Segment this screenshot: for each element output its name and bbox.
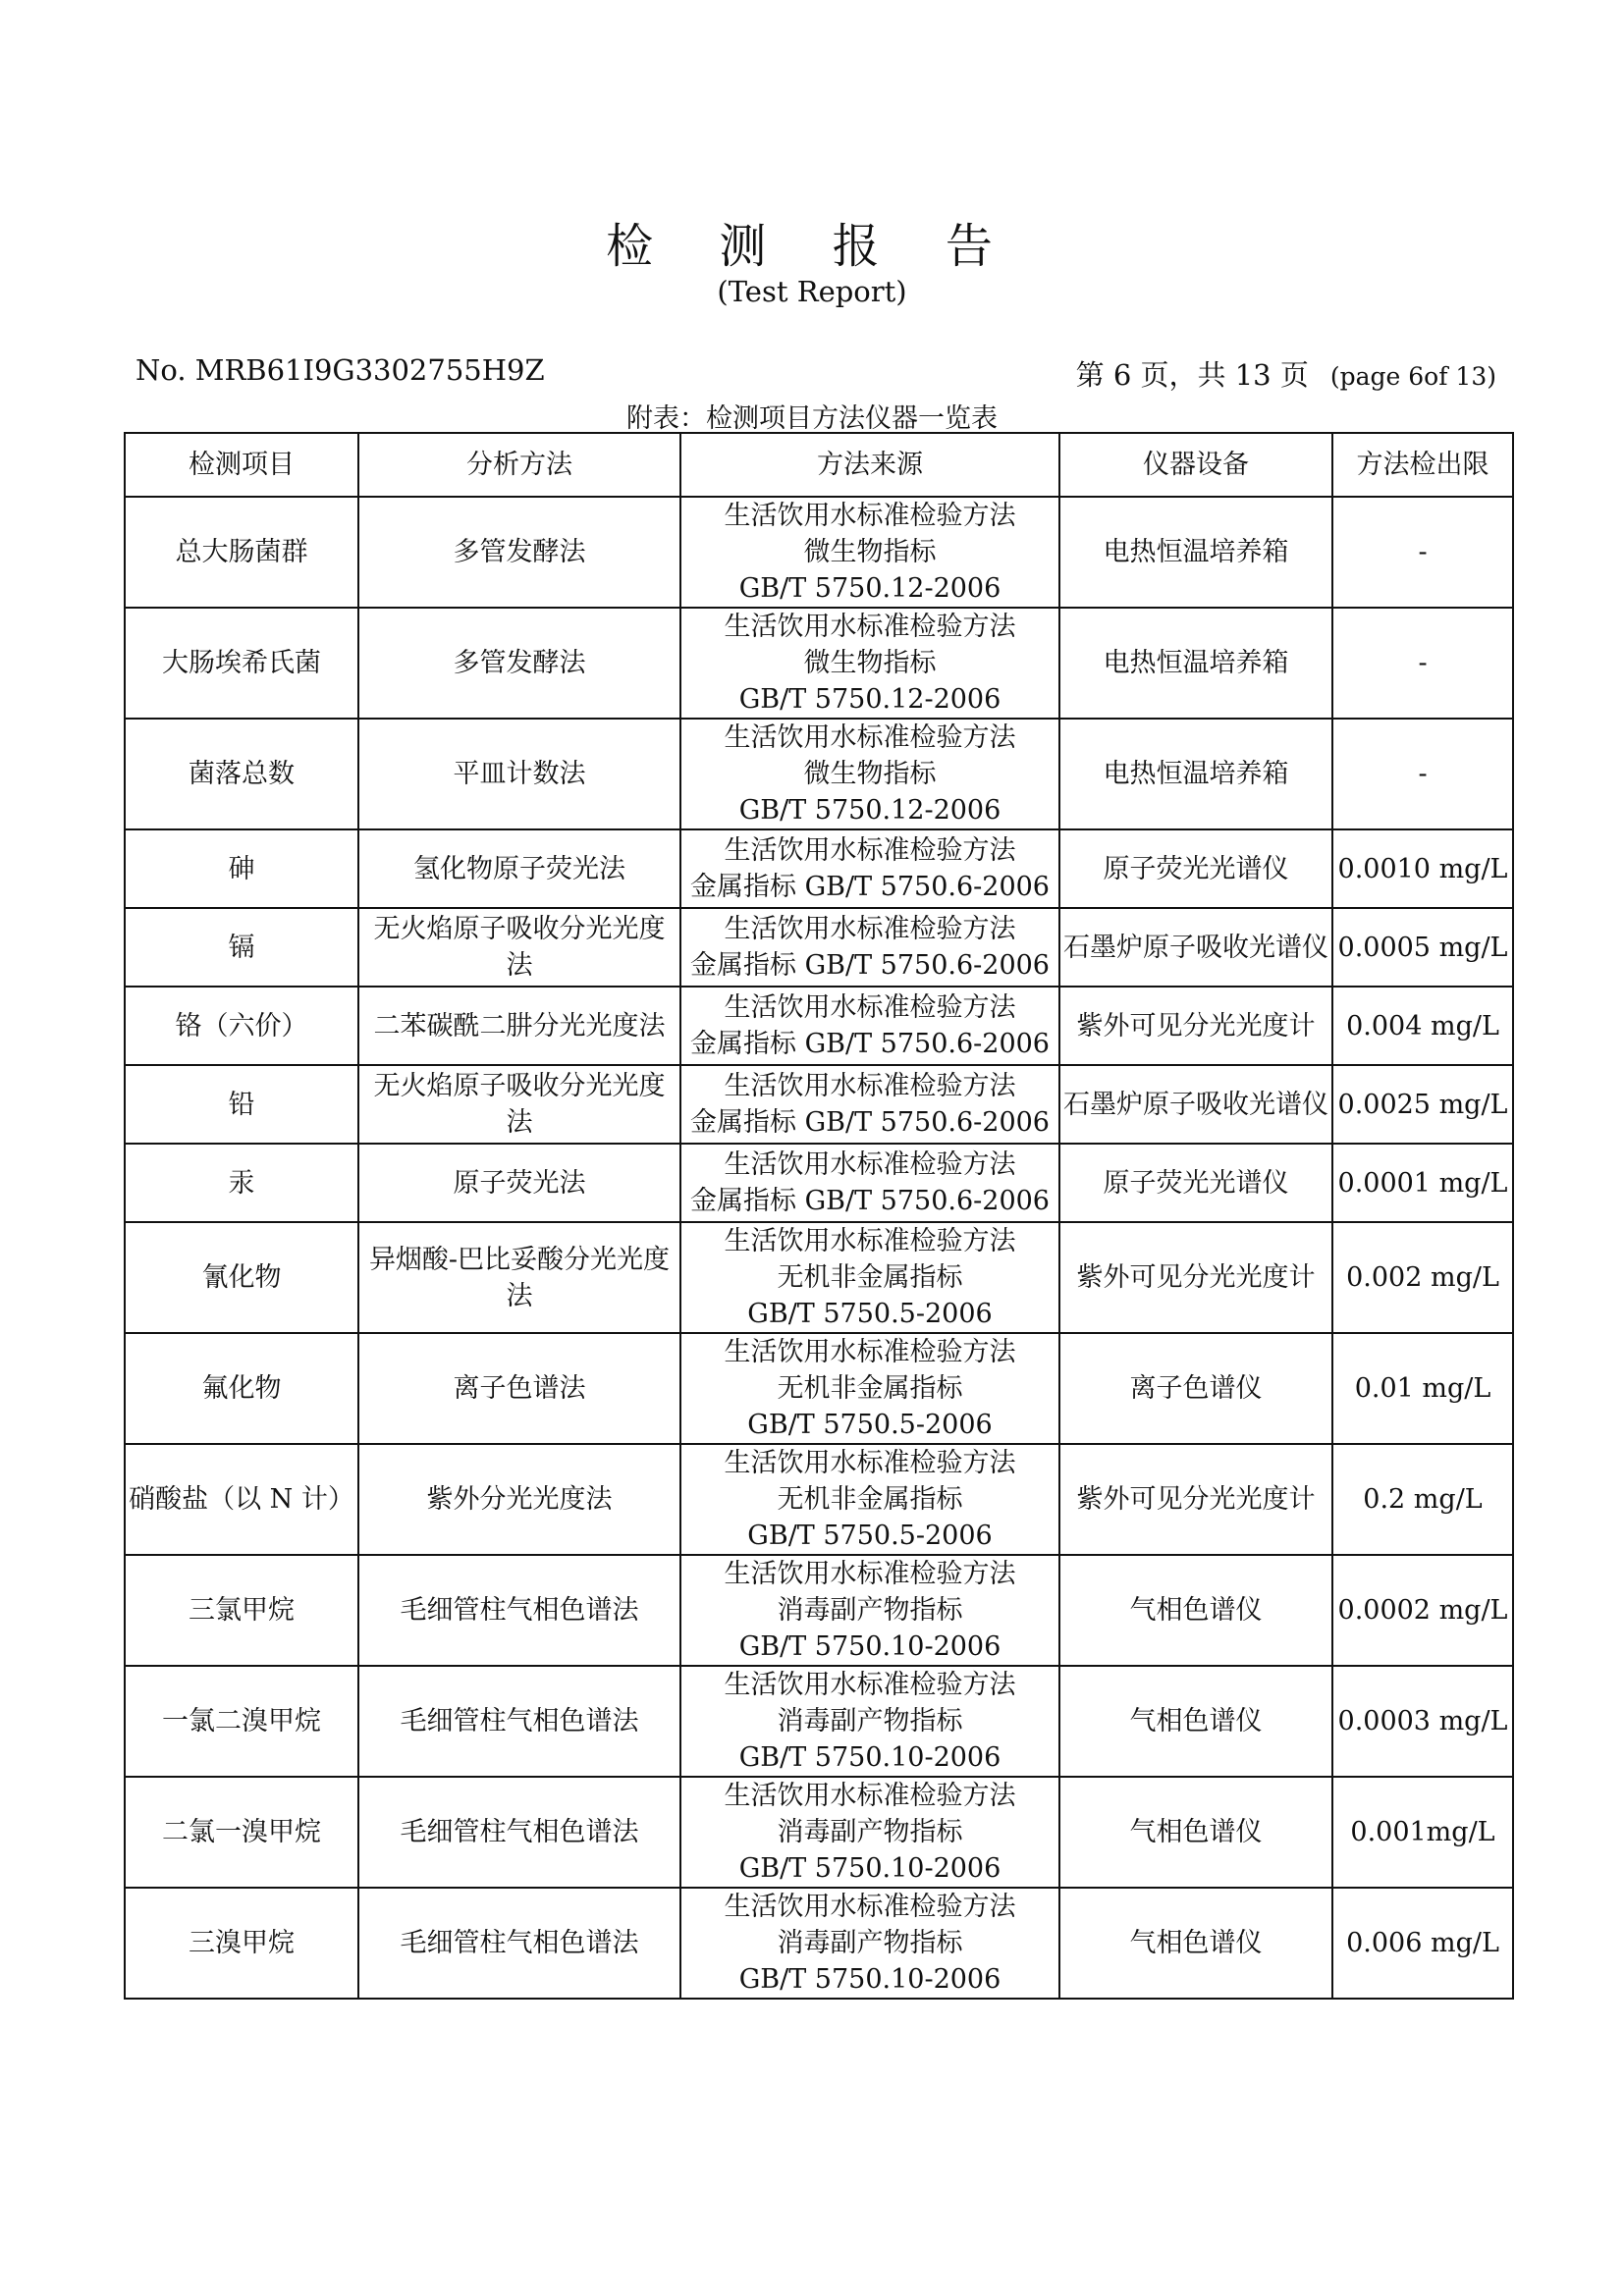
cell-source bbox=[680, 608, 1059, 719]
cell-instrument: 电热恒温培养箱 bbox=[1059, 497, 1332, 608]
cell-method: 毛细管柱气相色谱法 bbox=[358, 1888, 680, 1999]
cell-method: 异烟酸-巴比妥酸分光光度法 bbox=[358, 1222, 680, 1333]
cell-instrument: 原子荧光光谱仪 bbox=[1059, 829, 1332, 908]
cell-instrument: 石墨炉原子吸收光谱仪 bbox=[1059, 908, 1332, 987]
cell-instrument: 气相色谱仪 bbox=[1059, 1666, 1332, 1777]
cell-instrument: 电热恒温培养箱 bbox=[1059, 608, 1332, 719]
source-line: 生活饮用水标准检验方法 bbox=[724, 1670, 1016, 1700]
page-indicator bbox=[1076, 353, 1496, 394]
cell-item: 氟化物 bbox=[125, 1333, 358, 1444]
cell-method: 氢化物原子荧光法 bbox=[358, 829, 680, 908]
cell-limit: 0.0001 mg/L bbox=[1332, 1144, 1513, 1222]
report-title: 检 测 报 告 bbox=[606, 219, 1018, 274]
cell-method: 毛细管柱气相色谱法 bbox=[358, 1555, 680, 1666]
source-line: 生活饮用水标准检验方法 bbox=[724, 1559, 1016, 1589]
source-line: 生活饮用水标准检验方法 bbox=[724, 612, 1016, 642]
cell-source bbox=[680, 829, 1059, 908]
cell-item: 汞 bbox=[125, 1144, 358, 1222]
source-line: GB/T 5750.12-2006 bbox=[738, 684, 1001, 715]
source-line: GB/T 5750.10-2006 bbox=[738, 1631, 1001, 1662]
report-subtitle: (Test Report) bbox=[717, 275, 907, 308]
cell-source bbox=[680, 1555, 1059, 1666]
cell-item: 三溴甲烷 bbox=[125, 1888, 358, 1999]
source-line: 消毒副产物指标 bbox=[777, 1595, 963, 1626]
cell-limit: - bbox=[1332, 497, 1513, 608]
cell-item: 硝酸盐（以 N 计） bbox=[125, 1444, 358, 1555]
cell-item: 砷 bbox=[125, 829, 358, 908]
cell-item: 铬（六价） bbox=[125, 987, 358, 1065]
table-row bbox=[125, 1888, 1513, 1999]
table-row bbox=[125, 987, 1513, 1065]
source-line: 无机非金属指标 bbox=[777, 1484, 963, 1515]
cell-method: 多管发酵法 bbox=[358, 608, 680, 719]
source-line: 消毒副产物指标 bbox=[777, 1706, 963, 1736]
source-line: 生活饮用水标准检验方法 bbox=[724, 1448, 1016, 1478]
cell-limit: 0.004 mg/L bbox=[1332, 987, 1513, 1065]
table-header-row bbox=[125, 433, 1513, 497]
source-line: 微生物指标 bbox=[803, 648, 937, 678]
cell-item: 氰化物 bbox=[125, 1222, 358, 1333]
cell-instrument: 紫外可见分光光度计 bbox=[1059, 987, 1332, 1065]
cell-method: 原子荧光法 bbox=[358, 1144, 680, 1222]
source-line: GB/T 5750.12-2006 bbox=[738, 573, 1001, 604]
source-line: 生活饮用水标准检验方法 bbox=[724, 501, 1016, 531]
cell-limit: 0.001mg/L bbox=[1332, 1777, 1513, 1888]
cell-method: 多管发酵法 bbox=[358, 497, 680, 608]
cell-method: 二苯碳酰二肼分光光度法 bbox=[358, 987, 680, 1065]
source-line: GB/T 5750.5-2006 bbox=[747, 1410, 993, 1440]
cell-limit: 0.01 mg/L bbox=[1332, 1333, 1513, 1444]
cell-source bbox=[680, 1333, 1059, 1444]
methods-table bbox=[124, 432, 1514, 2000]
cell-instrument: 气相色谱仪 bbox=[1059, 1777, 1332, 1888]
cell-method: 无火焰原子吸收分光光度法 bbox=[358, 908, 680, 987]
cell-source bbox=[680, 1777, 1059, 1888]
source-line: 消毒副产物指标 bbox=[777, 1928, 963, 1958]
cell-method: 离子色谱法 bbox=[358, 1333, 680, 1444]
source-line: 生活饮用水标准检验方法 bbox=[724, 1781, 1016, 1811]
cell-limit: 0.0010 mg/L bbox=[1332, 829, 1513, 908]
source-line: 金属指标 GB/T 5750.6-2006 bbox=[690, 1186, 1050, 1216]
cell-instrument: 原子荧光光谱仪 bbox=[1059, 1144, 1332, 1222]
cell-item: 菌落总数 bbox=[125, 719, 358, 829]
cell-limit: - bbox=[1332, 719, 1513, 829]
table-row bbox=[125, 608, 1513, 719]
source-line: 微生物指标 bbox=[803, 537, 937, 567]
table-row bbox=[125, 829, 1513, 908]
column-header-source: 方法来源 bbox=[680, 433, 1059, 497]
source-line: 生活饮用水标准检验方法 bbox=[724, 722, 1016, 753]
cell-limit: 0.0025 mg/L bbox=[1332, 1065, 1513, 1144]
cell-instrument: 石墨炉原子吸收光谱仪 bbox=[1059, 1065, 1332, 1144]
cell-item: 铅 bbox=[125, 1065, 358, 1144]
source-line: 金属指标 GB/T 5750.6-2006 bbox=[690, 1029, 1050, 1059]
cell-limit: - bbox=[1332, 608, 1513, 719]
cell-source bbox=[680, 1144, 1059, 1222]
annex-title: 附表：检测项目方法仪器一览表 bbox=[626, 403, 998, 434]
cell-item: 三氯甲烷 bbox=[125, 1555, 358, 1666]
cell-limit: 0.2 mg/L bbox=[1332, 1444, 1513, 1555]
cell-method: 紫外分光光度法 bbox=[358, 1444, 680, 1555]
table-row bbox=[125, 1333, 1513, 1444]
cell-method: 毛细管柱气相色谱法 bbox=[358, 1777, 680, 1888]
cell-instrument: 气相色谱仪 bbox=[1059, 1888, 1332, 1999]
table-row bbox=[125, 908, 1513, 987]
cell-method: 无火焰原子吸收分光光度法 bbox=[358, 1065, 680, 1144]
table-row bbox=[125, 1666, 1513, 1777]
cell-source bbox=[680, 497, 1059, 608]
source-line: 生活饮用水标准检验方法 bbox=[724, 1226, 1016, 1256]
source-line: GB/T 5750.10-2006 bbox=[738, 1853, 1001, 1884]
source-line: GB/T 5750.5-2006 bbox=[747, 1299, 993, 1329]
source-line: 微生物指标 bbox=[803, 759, 937, 789]
cell-instrument: 离子色谱仪 bbox=[1059, 1333, 1332, 1444]
source-line: GB/T 5750.10-2006 bbox=[738, 1964, 1001, 1995]
column-header-limit: 方法检出限 bbox=[1332, 433, 1513, 497]
source-line: 生活饮用水标准检验方法 bbox=[724, 914, 1016, 944]
table-body bbox=[125, 497, 1513, 1999]
page-indicator-cn: 第 6 页，共 13 页 bbox=[1075, 358, 1309, 392]
source-line: 生活饮用水标准检验方法 bbox=[724, 1149, 1016, 1180]
source-line: 生活饮用水标准检验方法 bbox=[724, 1892, 1016, 1922]
source-line: 无机非金属指标 bbox=[777, 1262, 963, 1293]
table-row bbox=[125, 1777, 1513, 1888]
cell-source bbox=[680, 1666, 1059, 1777]
table-row bbox=[125, 1222, 1513, 1333]
cell-limit: 0.0003 mg/L bbox=[1332, 1666, 1513, 1777]
cell-source bbox=[680, 1222, 1059, 1333]
cell-source bbox=[680, 908, 1059, 987]
column-header-method: 分析方法 bbox=[358, 433, 680, 497]
cell-item: 大肠埃希氏菌 bbox=[125, 608, 358, 719]
cell-instrument: 气相色谱仪 bbox=[1059, 1555, 1332, 1666]
table-row bbox=[125, 1144, 1513, 1222]
cell-instrument: 电热恒温培养箱 bbox=[1059, 719, 1332, 829]
cell-instrument: 紫外可见分光光度计 bbox=[1059, 1222, 1332, 1333]
cell-item: 镉 bbox=[125, 908, 358, 987]
cell-limit: 0.002 mg/L bbox=[1332, 1222, 1513, 1333]
table-row bbox=[125, 1555, 1513, 1666]
cell-source bbox=[680, 719, 1059, 829]
cell-source bbox=[680, 1444, 1059, 1555]
source-line: 生活饮用水标准检验方法 bbox=[724, 835, 1016, 866]
cell-limit: 0.0005 mg/L bbox=[1332, 908, 1513, 987]
page-indicator-en: (page 6of 13) bbox=[1329, 362, 1496, 391]
cell-limit: 0.006 mg/L bbox=[1332, 1888, 1513, 1999]
source-line: 消毒副产物指标 bbox=[777, 1817, 963, 1847]
cell-instrument: 紫外可见分光光度计 bbox=[1059, 1444, 1332, 1555]
cell-source bbox=[680, 1065, 1059, 1144]
source-line: GB/T 5750.5-2006 bbox=[747, 1521, 993, 1551]
table-row bbox=[125, 497, 1513, 608]
source-line: GB/T 5750.12-2006 bbox=[738, 795, 1001, 826]
table-row bbox=[125, 719, 1513, 829]
source-line: 金属指标 GB/T 5750.6-2006 bbox=[690, 950, 1050, 981]
source-line: 生活饮用水标准检验方法 bbox=[724, 1337, 1016, 1367]
cell-item: 一氯二溴甲烷 bbox=[125, 1666, 358, 1777]
cell-source bbox=[680, 987, 1059, 1065]
cell-item: 二氯一溴甲烷 bbox=[125, 1777, 358, 1888]
cell-limit: 0.0002 mg/L bbox=[1332, 1555, 1513, 1666]
source-line: GB/T 5750.10-2006 bbox=[738, 1742, 1001, 1773]
source-line: 金属指标 GB/T 5750.6-2006 bbox=[690, 872, 1050, 902]
column-header-instrument: 仪器设备 bbox=[1059, 433, 1332, 497]
column-header-item: 检测项目 bbox=[125, 433, 358, 497]
cell-source bbox=[680, 1888, 1059, 1999]
table-row bbox=[125, 1444, 1513, 1555]
cell-method: 毛细管柱气相色谱法 bbox=[358, 1666, 680, 1777]
table-row bbox=[125, 1065, 1513, 1144]
cell-method: 平皿计数法 bbox=[358, 719, 680, 829]
source-line: 金属指标 GB/T 5750.6-2006 bbox=[690, 1107, 1050, 1138]
source-line: 生活饮用水标准检验方法 bbox=[724, 992, 1016, 1023]
report-number: No. MRB61I9G3302755H9Z bbox=[135, 353, 545, 387]
source-line: 生活饮用水标准检验方法 bbox=[724, 1071, 1016, 1101]
source-line: 无机非金属指标 bbox=[777, 1373, 963, 1404]
cell-item: 总大肠菌群 bbox=[125, 497, 358, 608]
